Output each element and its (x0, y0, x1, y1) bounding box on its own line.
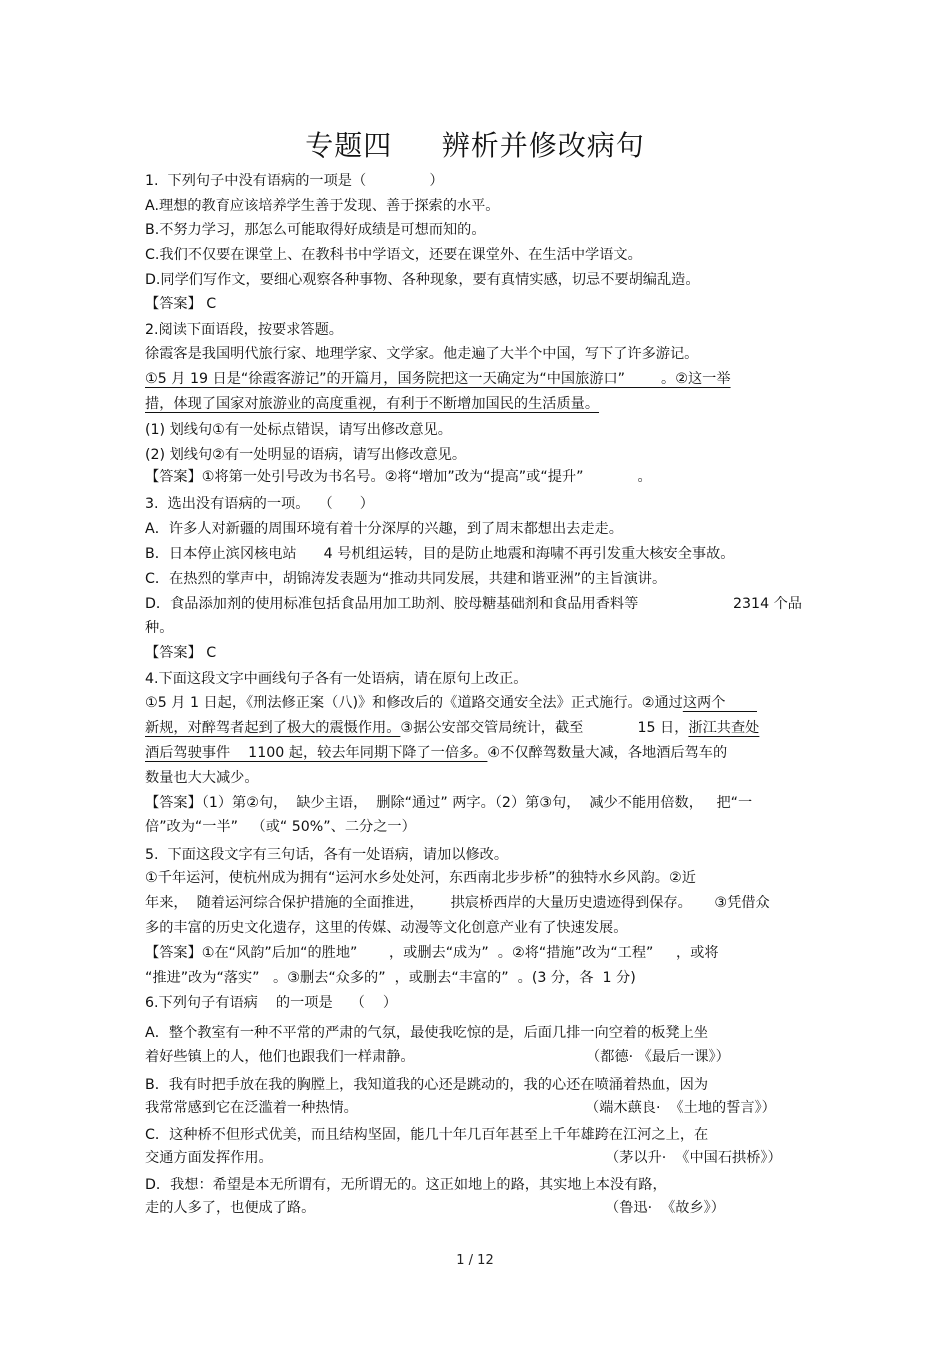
q2-subquestion-1: (1) 划线句①有一处标点错误，请写出修改意见。 (145, 422, 452, 438)
q2-passage-line2 (145, 369, 731, 389)
q2-passage-line3 (145, 394, 599, 414)
q6-option-c-source: （茅以升· 《中国石拱桥》） (605, 1150, 782, 1166)
q5-passage-line1: ①千年运河，使杭州成为拥有“运河水乡处处河，东西南北步步桥”的独特水乡风韵。②近 (145, 870, 696, 886)
q3-option-a: A．许多人对新疆的周围环境有着十分深厚的兴趣，到了周末都想出去走走。 (145, 521, 623, 537)
q4-stem: 4.下面这段文字中画线句子各有一处语病，请在原句上改正。 (145, 671, 528, 687)
q4-text-3b: ④不仅醉驾数量大减，各地酒后驾车的 (487, 745, 728, 761)
q2-stem: 2.阅读下面语段，按要求答题。 (145, 322, 343, 338)
q4-underlined-2-start: 这两个 (682, 695, 757, 711)
q2-subquestion-2: (2) 划线句②有一处明显的语病，请写出修改意见。 (145, 447, 467, 463)
q5-answer-line2: “推进”改为“落实” 。③删去“众多的” ，或删去“丰富的” 。(3 分，各 1 分) (145, 970, 636, 986)
q3-option-d-number: 2314 个品 (733, 596, 802, 612)
q5-stem: 5. 下面这段文字有三句话，各有一处语病，请加以修改。 (145, 847, 509, 863)
q1-option-a: A.理想的教育应该培养学生善于发现、善于探索的水平。 (145, 198, 500, 214)
q4-passage-line4: 数量也大大减少。 (145, 770, 259, 786)
q4-underlined-2-end: 新规，对醉驾者起到了极大的震慑作用。 (145, 720, 401, 736)
q5-passage-line2: 年来， 随着运河综合保护措施的全面推进， 拱宸桥西岸的大量历史遗迹得到保存。 ③凭借众 (145, 895, 770, 911)
q2-answer: 【答案】①将第一处引号改为书名号。②将“增加”改为“提高”或“提升” 。 (145, 469, 652, 485)
q6-option-d-source: （鲁迅· 《故乡》） (605, 1200, 725, 1216)
q6-option-c-line2: 交通方面发挥作用。 (145, 1150, 273, 1166)
q1-stem: 1. 下列句子中没有语病的一项是（ ） (145, 173, 444, 189)
q3-option-b: B．日本停止滨冈核电站 4 号机组运转，目的是防止地震和海啸不再引发重大核安全事故。 (145, 546, 735, 562)
q6-option-d-line1: D．我想：希望是本无所谓有，无所谓无的。这正如地上的路，其实地上本没有路， (145, 1177, 667, 1193)
q4-passage-line1 (145, 693, 757, 713)
q5-passage-line3: 多的丰富的历史文化遗存，这里的传媒、动漫等文化创意产业有了快速发展。 (145, 920, 628, 936)
q6-option-b-line1: B．我有时把手放在我的胸膛上，我知道我的心还是跳动的，我的心还在喷涌着热血，因为 (145, 1077, 709, 1093)
q4-text-1a: ①5 月 1 日起，《刑法修正案（八)》和修改后的《道路交通安全法》正式施行。②通过 (145, 695, 683, 711)
q4-answer-line1: 【答案】（1）第②句， 缺少主语， 删除“通过” 两字。（2）第③句， 减少不能用倍数， 把“一 (145, 795, 753, 811)
q1-option-c: C.我们不仅要在课堂上、在教科书中学语文，还要在课堂外、在生活中学语文。 (145, 247, 642, 263)
q2-passage-line1: 徐霞客是我国明代旅行家、地理学家、文学家。他走遍了大半个中国，写下了许多游记。 (145, 346, 699, 362)
q3-stem: 3. 选出没有语病的一项。 （ ） (145, 496, 374, 512)
q5-answer-line1: 【答案】①在“风韵”后加“的胜地” ，或删去“成为” 。②将“措施”改为“工程” ，或将 (145, 945, 719, 961)
q6-option-a-line1: A．整个教室有一种不平常的严肃的气氛，最使我吃惊的是，后面几排一向空着的板凳上坐 (145, 1025, 709, 1041)
q6-option-d-line2: 走的人多了，也便成了路。 (145, 1200, 316, 1216)
q3-option-c: C．在热烈的掌声中，胡锦涛发表题为“推动共同发展，共建和谐亚洲”的主旨演讲。 (145, 571, 667, 587)
q3-answer: 【答案】 C (145, 645, 217, 661)
q6-option-c-line1: C．这种桥不但形式优美，而且结构坚固，能几十年几百年甚至上千年雄跨在江河之上，在 (145, 1127, 709, 1143)
q4-passage-line2 (145, 718, 759, 738)
q6-option-b-source: （端木蕻良· 《土地的誓言》） (585, 1100, 776, 1116)
q1-answer: 【答案】 C (145, 296, 217, 312)
q3-option-d-line2: 种。 (145, 620, 174, 636)
q3-option-d-line1: D．食品添加剂的使用标准包括食品用加工助剂、胶母糖基础剂和食品用香料等 (145, 596, 639, 612)
page-number: 1 / 12 (456, 1253, 494, 1268)
q6-stem: 6.下列句子有语病 的一项是 （ ） (145, 995, 398, 1011)
q2-underlined-sentence-2-start: 这一举 (687, 371, 731, 387)
q4-passage-line3 (145, 743, 727, 763)
document-title: 专题四 辨析并修改病句 (305, 129, 645, 162)
q4-underlined-3-end: 酒后驾驶事件 1100 起，较去年同期下降了一倍多。 (145, 745, 488, 761)
q4-underlined-3-start: 浙江共查处 (688, 720, 760, 736)
q4-text-2b: ③据公安部交管局统计，截至 15 日， (400, 720, 689, 736)
q1-option-d: D.同学们写作文，要细心观察各种事物、各种现象，要有真情实感，切忌不要胡编乱造。 (145, 272, 700, 288)
q1-option-b: B.不努力学习，那怎么可能取得好成绩是可想而知的。 (145, 222, 486, 238)
q6-option-a-source: （都德· 《最后一课》） (586, 1049, 730, 1065)
q6-option-b-line2: 我常常感到它在泛滥着一种热情。 (145, 1100, 358, 1116)
q4-answer-line2: 倍”改为“一半” （或“ 50%”、二分之一） (145, 819, 416, 835)
q6-option-a-line2: 着好些镇上的人，他们也跟我们一样肃静。 (145, 1049, 415, 1065)
q2-underlined-sentence-1: ①5 月 19 日是“徐霞客游记”的开篇月，国务院把这一天确定为“中国旅游口” 。② (145, 371, 688, 387)
q2-underlined-sentence-2-end: 措，体现了国家对旅游业的高度重视，有利于不断增加国民的生活质量。 (145, 396, 600, 412)
